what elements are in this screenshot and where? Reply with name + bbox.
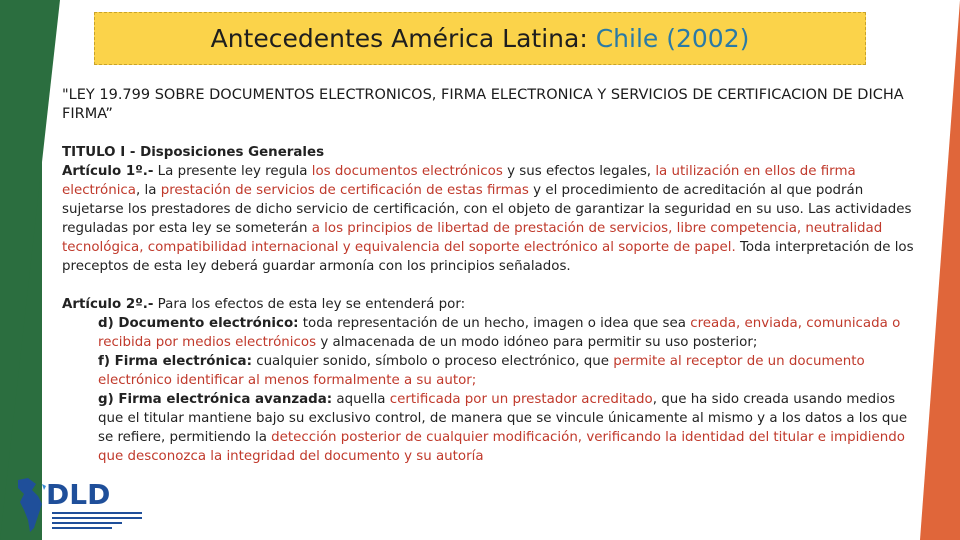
americas-map-icon — [12, 476, 162, 536]
definition-d — [98, 314, 917, 352]
def-text: aquella — [332, 392, 390, 407]
left-green-wedge — [0, 0, 60, 540]
def-highlight: certificada por un prestador acreditado — [389, 392, 653, 407]
definition-f — [98, 352, 917, 390]
page-title — [211, 24, 750, 53]
def-highlight: permite al receptor de un documento electrónico identificar al menos formalmente a su autor; — [98, 354, 865, 388]
art2-intro-text: Para los efectos de esta ley se entenderá por: — [153, 297, 466, 312]
right-orange-band — [920, 0, 960, 540]
art1-text: Toda interpretación de los preceptos de esta ley deberá guardar armonía con los principios señalados. — [62, 240, 914, 274]
art1-text: , la — [136, 183, 161, 198]
def-g-label: g) Firma electrónica avanzada: — [98, 392, 333, 407]
art2-intro — [62, 295, 917, 314]
titulo-section — [62, 143, 917, 276]
definitions-list — [62, 314, 917, 466]
def-text: toda representación de un hecho, imagen o idea que sea — [298, 316, 691, 331]
title-prefix: Antecedentes América Latina: — [210, 24, 596, 53]
titulo-text: TITULO I - Disposiciones Generales — [62, 145, 325, 160]
def-d-label: d) Documento electrónico: — [98, 316, 299, 331]
definition-g — [98, 390, 917, 466]
title-accent: Chile (2002) — [595, 24, 750, 53]
dld-logo — [12, 476, 162, 536]
art1-label: Artículo 1º.- — [62, 164, 154, 179]
art1-text: y el procedimiento de acreditación al que podrán sujetarse los prestadores de dicho servicio de certificación, con el objeto de garantizar la seguridad en su uso. Las actividades reguladas por esta ley se someterán — [62, 183, 912, 236]
def-highlight: creada, enviada, comunicada o recibida por medios electrónicos — [98, 316, 901, 350]
articulo-2 — [62, 295, 917, 466]
art1-highlight: la utilización en ellos de firma electrónica — [62, 164, 856, 198]
art1-text: La presente ley regula — [153, 164, 312, 179]
logo-text: DLD — [46, 478, 111, 511]
art1-highlight: los documentos electrónicos — [311, 164, 503, 179]
def-f-label: f) Firma electrónica: — [98, 354, 252, 369]
title-banner — [94, 12, 866, 65]
titulo-heading — [62, 143, 917, 162]
art1-highlight: a los principios de libertad de prestación de servicios, libre competencia, neutralidad tecnológica, compatibilidad internacional y equivalencia del soporte electrónico al soporte de papel. — [62, 221, 883, 255]
def-text: , que ha sido creada usando medios que el titular mantiene bajo su exclusivo control, de manera que se vincule únicamente al mismo y a los datos a los que se refiere, permitiendo la — [98, 392, 908, 445]
art1-highlight: prestación de servicios de certificación de estas firmas — [160, 183, 529, 198]
document-body — [62, 86, 917, 466]
articulo-1 — [62, 162, 917, 276]
art1-text: y sus efectos legales, — [502, 164, 656, 179]
def-text: cualquier sonido, símbolo o proceso electrónico, que — [251, 354, 614, 369]
art2-label: Artículo 2º.- — [62, 297, 154, 312]
def-text: y almacenada de un modo idóneo para permitir su uso posterior; — [316, 335, 758, 350]
law-heading: "LEY 19.799 SOBRE DOCUMENTOS ELECTRONICOS, FIRMA ELECTRONICA Y SERVICIOS DE CERTIFICACION DE DICHA FIRMA” — [62, 87, 904, 122]
def-highlight: detección posterior de cualquier modificación, verificando la identidad del titular e impidiendo que desconozca la integridad del documento y su autoría — [98, 430, 905, 464]
